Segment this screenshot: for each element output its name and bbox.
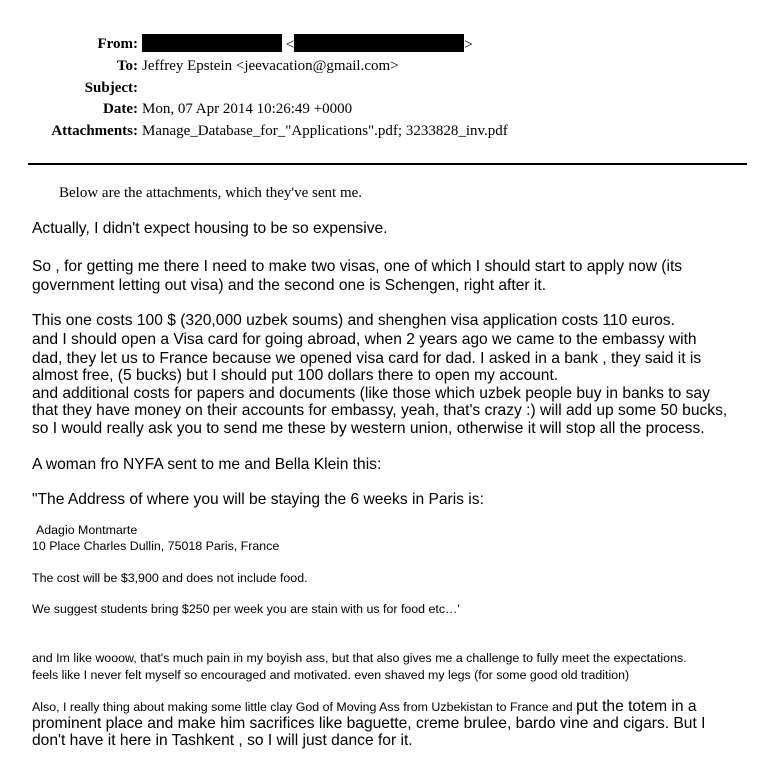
paragraph-7-line-2: prominent place and make him sacrifices like baguette, creme brulee, bardo vine and cigars. But I	[32, 715, 706, 732]
paragraph-3-line-1: This one costs 100 $ (320,000 uzbek soums) and shenghen visa application costs 110 euros.	[32, 312, 675, 329]
header-divider	[28, 163, 747, 165]
suggestion-line: We suggest students bring $250 per week you are stain with us for food etc…'	[32, 602, 460, 616]
date-row	[0, 99, 762, 121]
redaction-block	[294, 34, 464, 52]
email-header	[0, 34, 762, 143]
to-value: Jeffrey Epstein <jeevacation@gmail.com>	[142, 57, 399, 74]
paragraph-2-line-1: So , for getting me there I need to make two visas, one of which I should start to apply now (its	[32, 258, 683, 275]
paragraph-6-line-1: and Im like wooow, that's much pain in my boyish ass, but that also gives me a challenge to fully meet the expectations.	[32, 651, 687, 665]
paragraph-3-line-2: and I should open a Visa card for going abroad, when 2 years ago we came to the embassy with	[32, 331, 697, 348]
from-row	[0, 34, 762, 56]
redaction-block	[142, 34, 282, 52]
address-line-1: Adagio Montmarte	[36, 523, 138, 537]
attachments-row	[0, 121, 762, 143]
subject-row	[0, 78, 762, 100]
from-gt: >	[464, 37, 473, 53]
paragraph-7-line-3: don't have it here in Tashkent , so I will just dance for it.	[32, 732, 413, 749]
paragraph-2-line-2: government letting out visa) and the second one is Schengen, right after it.	[32, 277, 547, 294]
attachments-label: Attachments:	[51, 123, 138, 140]
date-label: Date:	[103, 101, 138, 118]
from-lt: <	[285, 37, 295, 53]
paragraph-7-line-1-end: put the totem in a	[576, 698, 697, 715]
address-line-2: 10 Place Charles Dullin, 75018 Paris, France	[32, 539, 280, 553]
subject-label: Subject:	[84, 79, 138, 96]
paragraph-3-line-5: and additional costs for papers and documents (like those which uzbek people buy in banks to say	[32, 385, 710, 402]
paragraph-3-line-7: so I would really ask you to send me these by western union, otherwise it will stop all the process.	[32, 420, 705, 437]
attachments-value: Manage_Database_for_"Applications".pdf; 3233828_inv.pdf	[142, 123, 508, 140]
to-row	[0, 56, 762, 78]
intro-line: Below are the attachments, which they've sent me.	[59, 185, 363, 201]
to-label: To:	[116, 57, 138, 74]
paragraph-5: "The Address of where you will be staying the 6 weeks in Paris is:	[32, 491, 484, 508]
from-label: From:	[97, 36, 138, 52]
paragraph-7-line-1-start: Also, I really thing about making some little clay God of Moving Ass from Uzbekistan to France and	[32, 700, 577, 714]
paragraph-1: Actually, I didn't expect housing to be so expensive.	[32, 220, 388, 237]
paragraph-3-line-6: that they have money on their accounts for embassy, yeah, that's crazy :) will add up some 50 bucks,	[32, 402, 728, 419]
cost-line: The cost will be $3,900 and does not include food.	[32, 571, 308, 585]
paragraph-3-line-4: almost free, (5 bucks) but I should put 100 dollars there to open my account.	[32, 367, 559, 384]
from-value	[142, 34, 473, 56]
paragraph-4: A woman fro NYFA sent to me and Bella Klein this:	[32, 456, 382, 473]
paragraph-3-line-3: dad, they let us to France because we opened visa card for dad. I asked in a bank , they said it is	[32, 350, 702, 367]
paragraph-6-line-2: feels like I never felt myself so encouraged and motivated. even shaved my legs (for some good old tradition)	[32, 668, 630, 682]
date-value: Mon, 07 Apr 2014 10:26:49 +0000	[142, 101, 353, 118]
